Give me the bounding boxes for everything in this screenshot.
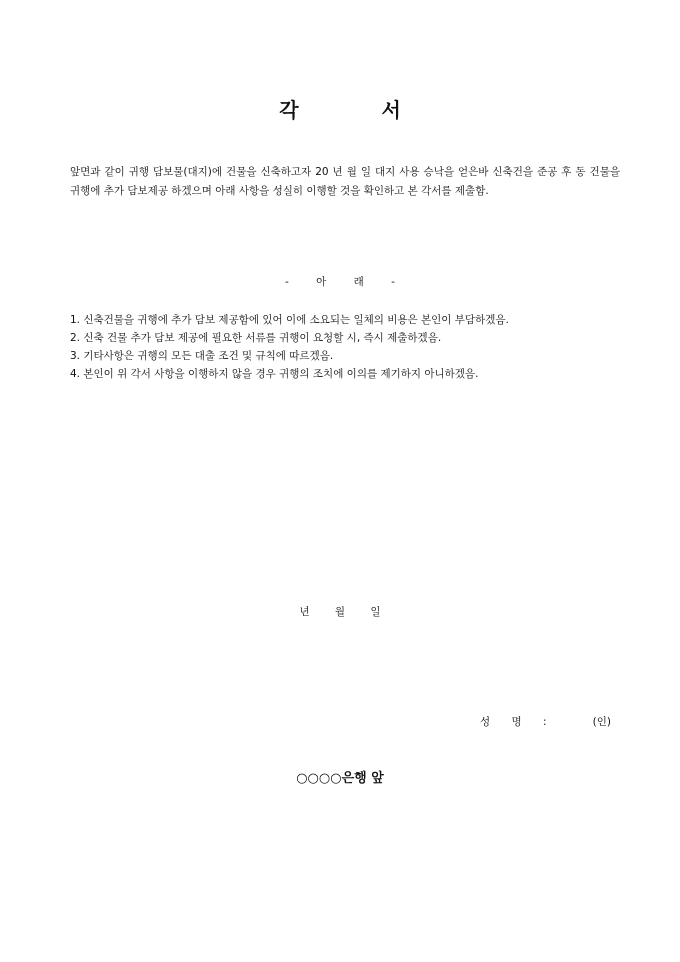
list-item: 4. 본인이 위 각서 사항을 이행하지 않을 경우 귀행의 조치에 이의를 제기하지 아니하겠음. (70, 368, 479, 380)
list-item: 1. 신축건물을 귀행에 추가 담보 제공함에 있어 이에 소요되는 일체의 비용은 본인이 부담하겠음. (70, 314, 509, 326)
intro-paragraph: 앞면과 같이 귀행 담보물(대지)에 건물을 신축하고자 20 년 월 일 대지 사용 승낙을 얻은바 신축건을 준공 후 동 건물을 귀행에 추가 담보제공 하겠으며 아래 사항을 성실히 이행할 것을 확인하고 본 각서를 제출함. (70, 166, 620, 197)
date-line: 년 월 일 (299, 606, 381, 618)
section-heading: - 아 래 - (285, 276, 395, 288)
seal-mark: (인) (592, 716, 611, 728)
list-item: 3. 기타사항은 귀행의 모든 대출 조건 및 규칙에 따르겠음. (70, 350, 334, 362)
addressee: ○○○○은행 앞 (296, 771, 384, 786)
terms-list (70, 311, 630, 383)
list-item: 2. 신축 건물 추가 담보 제공에 필요한 서류를 귀행이 요청할 시, 즉시 제출하겠음. (70, 332, 442, 344)
document-title: 각 서 (279, 98, 439, 122)
name-label: 성 명 : (480, 716, 547, 728)
